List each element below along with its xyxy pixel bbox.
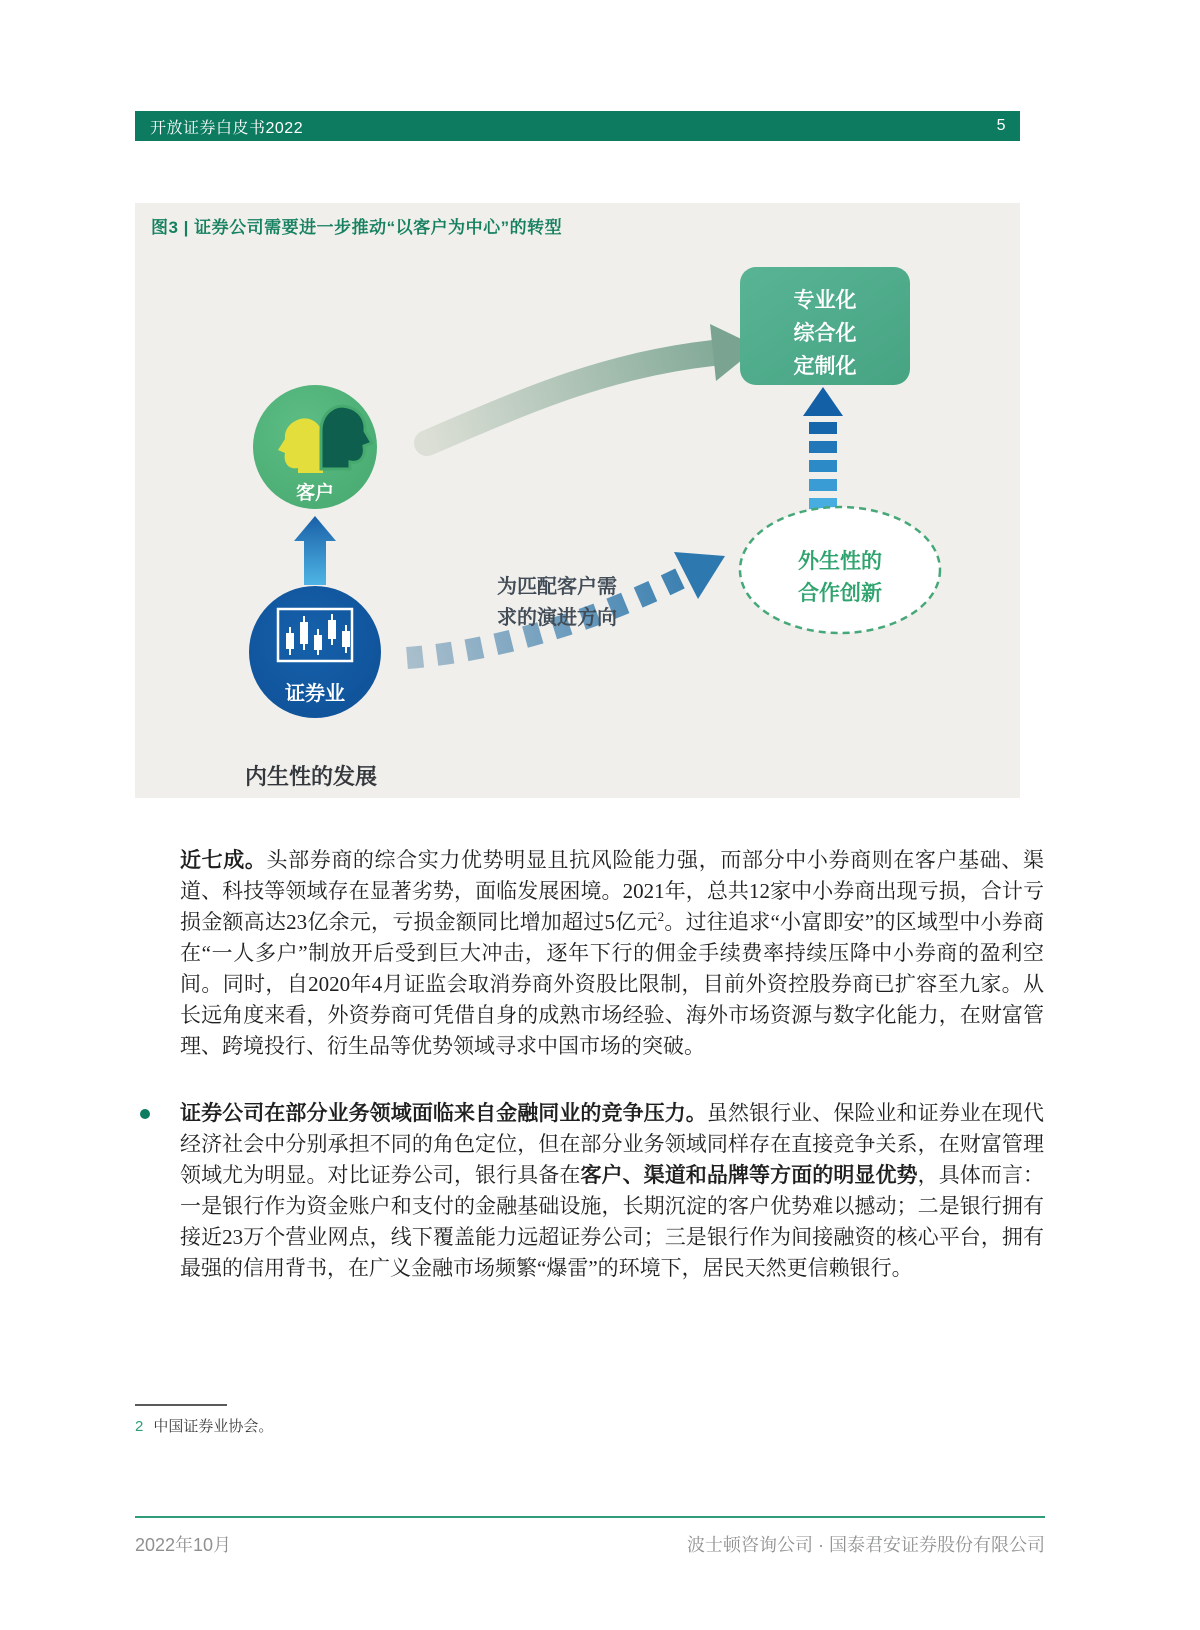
footnote-reference: 2 [657, 909, 665, 924]
footnote-separator [135, 1404, 227, 1406]
external-innovation-oval [740, 507, 940, 633]
middle-label [497, 574, 617, 629]
curved-growth-arrow-icon [427, 324, 758, 443]
bullet-icon [140, 1109, 150, 1119]
dashed-up-arrow-icon [803, 387, 843, 509]
footer-date: 2022年10月 [135, 1535, 232, 1555]
up-arrow-icon [294, 516, 336, 585]
footer [135, 1516, 1045, 1557]
document-title: 开放证券白皮书2022 [150, 119, 304, 137]
oval-line-2: 合作创新 [798, 582, 882, 605]
footer-rule [135, 1516, 1045, 1518]
paragraph-1 [180, 845, 1044, 1062]
footnote-number: 2 [135, 1418, 144, 1435]
footnote-line [135, 1415, 273, 1436]
figure-3-diagram [135, 203, 1020, 798]
middle-label-line-1: 为匹配客户需 [497, 576, 617, 598]
securities-label: 证券业 [285, 683, 345, 705]
footnote-text: 中国证券业协会。 [153, 1418, 274, 1435]
paragraph-2-text-continued: ，具体而言：一是银行作为资金账户和支付的金融基础设施，长期沉淀的客户优势难以撼动；二是银行拥有接近23万个营业网点，线下覆盖能力远超证券公司；三是银行作为间接融资的核心平台，拥有最强的信用背书，在广义金融市场频繁“爆雷”的环境下，居民天然更信赖银行。 [180, 1163, 1045, 1280]
footnote [135, 1404, 273, 1436]
paragraph-2-bold-inline: 客户、渠道和品牌等方面的明显优势 [580, 1163, 918, 1187]
target-box-line-2: 综合化 [793, 322, 857, 345]
figure-title: 图3 | 证券公司需要进一步推动“以客户为中心”的转型 [151, 218, 563, 237]
bottom-label: 内生性的发展 [245, 764, 378, 789]
securities-node [249, 586, 381, 718]
page-number: 5 [996, 117, 1006, 134]
figure-3 [135, 203, 1020, 798]
body-text [180, 845, 1044, 1284]
footer-company: 波士顿咨询公司 · 国泰君安证券股份有限公司 [687, 1535, 1045, 1555]
customer-node [253, 385, 377, 509]
target-box-line-1: 专业化 [793, 289, 857, 312]
header-bar [135, 111, 1020, 141]
target-box [740, 267, 910, 385]
paragraph-1-text-continued: 。过往追求“小富即安”的区域型中小券商在“一人多户”制放开后受到巨大冲击，逐年下行的佣金手续费率持续压降中小券商的盈利空间。同时，自2020年4月证监会取消券商外资股比限制，目前外资控股券商已扩容至九家。从长远角度来看，外资券商可凭借自身的成熟市场经验、海外市场资源与数字化能力，在财富管理、跨境投行、衍生品等优势领域寻求中国市场的突破。 [180, 910, 1044, 1058]
oval-line-1: 外生性的 [798, 550, 882, 573]
dashed-curved-arrow-icon [407, 552, 725, 658]
paragraph-2-bold-lead: 证券公司在部分业务领域面临来自金融同业的竞争压力。 [180, 1101, 707, 1125]
target-box-line-3: 定制化 [793, 355, 857, 378]
paragraph-1-bold-lead: 近七成。 [180, 848, 267, 872]
customer-label: 客户 [295, 483, 335, 504]
paragraph-2 [180, 1098, 1044, 1284]
middle-label-line-2: 求的演进方向 [497, 607, 617, 629]
paragraph-2-text: 虽然银行业、保险业和证券业在现代经济社会中分别承担不同的角色定位，但在部分业务领域同样存在直接竞争关系，在财富管理领域尤为明显。对比证券公司，银行具备在 [180, 1101, 1044, 1187]
paragraph-1-text: 头部券商的综合实力优势明显且抗风险能力强，而部分中小券商则在客户基础、渠道、科技等领域存在显著劣势，面临发展困境。2021年，总共12家中小券商出现亏损，合计亏损金额高达23亿余元，亏损金额同比增加超过5亿元 [180, 848, 1045, 934]
